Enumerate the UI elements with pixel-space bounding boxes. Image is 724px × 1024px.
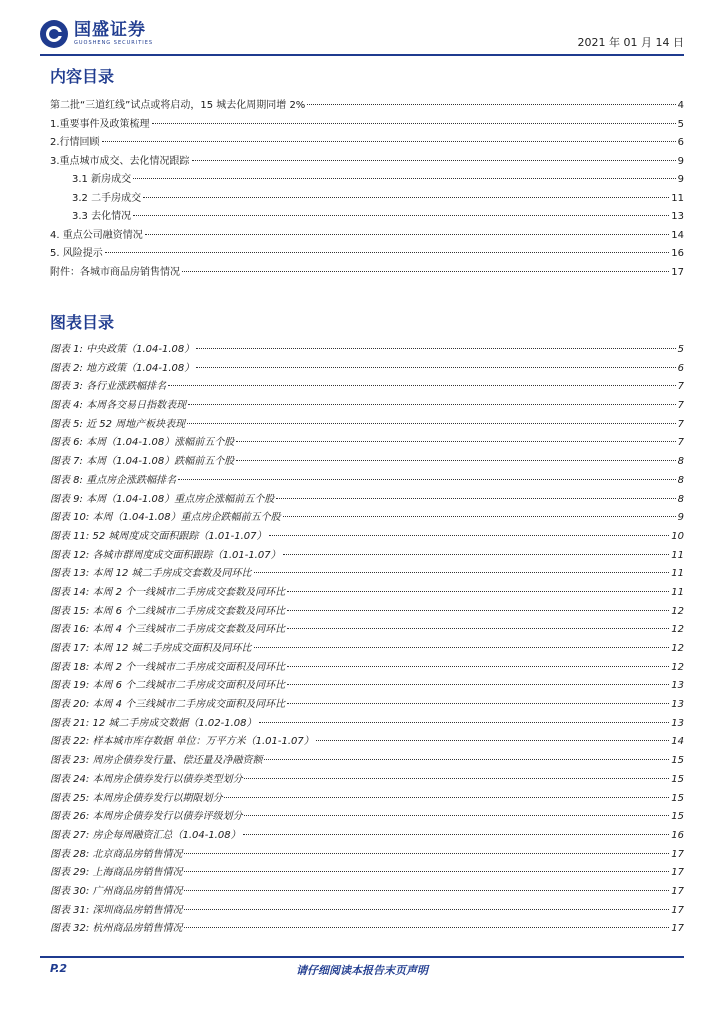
dot-leader bbox=[187, 423, 675, 424]
dot-leader bbox=[244, 778, 669, 779]
dot-leader bbox=[244, 815, 669, 816]
figure-entry-label: 图表 29: 上海商品房销售情况 bbox=[50, 867, 183, 879]
figure-entry-label: 图表 27: 房企每周融资汇总（1.04-1.08） bbox=[50, 829, 241, 841]
toc-entry-label: 3.重点城市成交、去化情况跟踪 bbox=[50, 155, 190, 167]
toc-entry-page: 16 bbox=[671, 248, 684, 259]
figure-entry-label: 图表 22: 样本城市库存数据 单位：万平方米（1.01-1.07） bbox=[50, 736, 314, 748]
figure-entry-label: 图表 31: 深圳商品房销售情况 bbox=[50, 904, 183, 916]
figure-entry-page: 15 bbox=[671, 773, 684, 785]
figure-entry-label: 图表 10: 本周（1.04-1.08）重点房企跌幅前五个股 bbox=[50, 512, 281, 524]
dot-leader bbox=[184, 853, 669, 854]
figure-entry[interactable] bbox=[50, 359, 684, 378]
figure-entry[interactable] bbox=[50, 452, 684, 471]
figure-entry-page: 16 bbox=[671, 829, 684, 841]
figure-entry-page: 14 bbox=[671, 736, 684, 748]
toc-entry-page: 4 bbox=[677, 100, 684, 111]
logo-name-cn: 国盛证券 bbox=[74, 20, 146, 40]
toc-title: 内容目录 bbox=[50, 67, 115, 86]
page-number: P.2 bbox=[50, 962, 68, 975]
toc-entry-page: 9 bbox=[677, 155, 684, 167]
dot-leader bbox=[316, 740, 669, 741]
dot-leader bbox=[184, 871, 669, 872]
figure-entry-label: 图表 2: 地方政策（1.04-1.08） bbox=[50, 362, 195, 374]
figure-entry-label: 图表 12: 各城市群周度成交面积跟踪（1.01-1.07） bbox=[50, 549, 281, 561]
dot-leader bbox=[276, 498, 675, 499]
figure-entry-page: 17 bbox=[671, 904, 684, 916]
dot-leader bbox=[224, 797, 669, 798]
figure-entry-page: 12 bbox=[671, 605, 684, 617]
figure-entry[interactable] bbox=[50, 751, 684, 770]
figure-entry-label: 图表 26: 本周房企债券发行以债券评级划分 bbox=[50, 811, 243, 823]
dot-leader bbox=[178, 479, 676, 480]
figure-entry-label: 图表 7: 本周（1.04-1.08）跌幅前五个股 bbox=[50, 456, 235, 468]
figure-entry-page: 7 bbox=[677, 381, 684, 393]
figure-entry-page: 9 bbox=[677, 512, 684, 524]
footer-divider bbox=[40, 956, 684, 958]
figure-entry-label: 图表 14: 本周 2 个一线城市二手房成交套数及同环比 bbox=[50, 586, 286, 598]
figure-entry-page: 17 bbox=[671, 885, 684, 897]
figure-entry-label: 图表 11: 52 城周度成交面积跟踪（1.01-1.07） bbox=[50, 530, 267, 542]
toc-entry-page: 11 bbox=[671, 192, 684, 204]
figure-entry[interactable] bbox=[50, 732, 684, 751]
dot-leader bbox=[259, 722, 670, 723]
dot-leader bbox=[283, 516, 676, 517]
toc-entry-label: 3.3 去化情况 bbox=[72, 211, 132, 222]
figure-entry-label: 图表 5: 近 52 周地产板块表现 bbox=[50, 418, 186, 430]
dot-leader bbox=[287, 703, 669, 704]
figure-entry-page: 11 bbox=[671, 568, 684, 580]
figure-entry-label: 图表 8: 重点房企涨跌幅排名 bbox=[50, 474, 177, 486]
figure-entry-page: 12 bbox=[671, 643, 684, 654]
figure-entry[interactable] bbox=[50, 770, 684, 789]
figure-entry-page: 7 bbox=[677, 418, 684, 430]
table-of-contents bbox=[50, 96, 684, 281]
figure-entry[interactable] bbox=[50, 620, 684, 639]
figure-entry-label: 图表 19: 本周 6 个二线城市二手房成交面积及同环比 bbox=[50, 680, 286, 692]
figure-entry-page: 12 bbox=[671, 624, 684, 636]
toc-entry-page: 5 bbox=[677, 118, 684, 130]
dot-leader bbox=[287, 610, 669, 611]
figure-entry-label: 图表 4: 本周各交易日指数表现 bbox=[50, 400, 187, 412]
dot-leader bbox=[182, 271, 669, 272]
figure-entry[interactable] bbox=[50, 863, 684, 882]
figure-entry[interactable] bbox=[50, 564, 684, 583]
figure-entry[interactable] bbox=[50, 340, 684, 359]
dot-leader bbox=[102, 141, 676, 142]
toc-entry-label: 1.重要事件及政策梳理 bbox=[50, 118, 150, 130]
figure-entry[interactable] bbox=[50, 658, 684, 677]
figure-entry-page: 12 bbox=[671, 661, 684, 673]
dot-leader bbox=[168, 385, 676, 386]
figure-entry-label: 图表 20: 本周 4 个三线城市二手房成交面积及同环比 bbox=[50, 699, 286, 711]
figure-entry-page: 7 bbox=[677, 400, 684, 412]
toc-entry-label: 第二批“三道红线”试点或将启动，15 城去化周期同增 2% bbox=[50, 100, 306, 111]
figure-entry-label: 图表 23: 周房企债券发行量、偿还量及净融资额 bbox=[50, 755, 263, 767]
figure-entry-page: 13 bbox=[671, 699, 684, 711]
dot-leader bbox=[287, 684, 669, 685]
figure-entry-page: 6 bbox=[677, 362, 684, 374]
toc-entry-label: 3.2 二手房成交 bbox=[72, 192, 142, 204]
figure-entry-label: 图表 16: 本周 4 个三线城市二手房成交套数及同环比 bbox=[50, 624, 286, 636]
toc-entry[interactable] bbox=[50, 152, 684, 171]
figure-entry-label: 图表 32: 杭州商品房销售情况 bbox=[50, 923, 183, 935]
figure-entry-page: 17 bbox=[671, 867, 684, 879]
toc-entry[interactable] bbox=[50, 263, 684, 282]
figure-entry[interactable] bbox=[50, 901, 684, 920]
figure-entry-page: 8 bbox=[677, 493, 684, 505]
toc-entry-label: 2.行情回顾 bbox=[50, 137, 100, 148]
toc-entry-label: 4. 重点公司融资情况 bbox=[50, 229, 143, 241]
dot-leader bbox=[236, 441, 675, 442]
figure-entry-page: 11 bbox=[671, 586, 684, 598]
figure-entry-page: 15 bbox=[671, 792, 684, 804]
figure-entry-page: 10 bbox=[671, 530, 684, 542]
dot-leader bbox=[307, 104, 675, 105]
dot-leader bbox=[133, 215, 669, 216]
figure-entry[interactable] bbox=[50, 789, 684, 808]
dot-leader bbox=[254, 572, 670, 573]
figure-entry[interactable] bbox=[50, 882, 684, 901]
figure-entry-label: 图表 9: 本周（1.04-1.08）重点房企涨幅前五个股 bbox=[50, 493, 275, 505]
figure-entry-page: 17 bbox=[671, 923, 684, 935]
toc-entry[interactable] bbox=[50, 244, 684, 263]
toc-entry[interactable] bbox=[50, 115, 684, 134]
figure-entry[interactable] bbox=[50, 602, 684, 621]
figure-entry[interactable] bbox=[50, 845, 684, 864]
logo-name-en: GUOSHENG SECURITIES bbox=[74, 40, 154, 46]
figure-entry-label: 图表 24: 本周房企债券发行以债券类型划分 bbox=[50, 773, 243, 785]
figure-entry-label: 图表 28: 北京商品房销售情况 bbox=[50, 848, 183, 860]
figure-entry[interactable] bbox=[50, 377, 684, 396]
figure-list-title: 图表目录 bbox=[50, 313, 115, 332]
toc-entry-label: 3.1 新房成交 bbox=[72, 174, 132, 185]
figure-entry-page: 5 bbox=[677, 344, 684, 355]
figure-entry-page: 7 bbox=[677, 437, 684, 449]
figure-entry[interactable] bbox=[50, 807, 684, 826]
toc-entry[interactable] bbox=[50, 170, 684, 189]
figure-entry-label: 图表 3: 各行业涨跌幅排名 bbox=[50, 381, 167, 393]
figure-entry-label: 图表 18: 本周 2 个一线城市二手房成交面积及同环比 bbox=[50, 661, 286, 673]
toc-entry-label: 附件：各城市商品房销售情况 bbox=[50, 266, 180, 278]
toc-entry-page: 17 bbox=[671, 266, 684, 278]
toc-entry[interactable] bbox=[50, 226, 684, 245]
figure-entry[interactable] bbox=[50, 826, 684, 845]
figure-entry[interactable] bbox=[50, 546, 684, 565]
figure-entry[interactable] bbox=[50, 695, 684, 714]
dot-leader bbox=[184, 927, 669, 928]
dot-leader bbox=[287, 591, 669, 592]
figure-list bbox=[50, 340, 684, 938]
dot-leader bbox=[254, 647, 670, 648]
figure-entry[interactable] bbox=[50, 508, 684, 527]
dot-leader bbox=[145, 234, 670, 235]
figure-entry[interactable] bbox=[50, 676, 684, 695]
dot-leader bbox=[283, 554, 670, 555]
dot-leader bbox=[184, 909, 669, 910]
dot-leader bbox=[287, 666, 669, 667]
figure-entry[interactable] bbox=[50, 527, 684, 546]
figure-entry-page: 8 bbox=[677, 474, 684, 486]
figure-entry-page: 15 bbox=[671, 755, 684, 767]
toc-entry-page: 14 bbox=[671, 229, 684, 241]
figure-entry[interactable] bbox=[50, 415, 684, 434]
dot-leader bbox=[152, 123, 676, 124]
dot-leader bbox=[192, 160, 676, 161]
toc-entry[interactable] bbox=[50, 207, 684, 226]
figure-entry-label: 图表 13: 本周 12 城二手房成交套数及同环比 bbox=[50, 568, 252, 580]
figure-entry[interactable] bbox=[50, 471, 684, 490]
toc-entry-page: 6 bbox=[677, 137, 684, 148]
dot-leader bbox=[287, 628, 669, 629]
figure-entry-label: 图表 6: 本周（1.04-1.08）涨幅前五个股 bbox=[50, 437, 235, 449]
figure-entry-label: 图表 25: 本周房企债券发行以期限划分 bbox=[50, 792, 223, 804]
dot-leader bbox=[243, 834, 670, 835]
page-header bbox=[40, 20, 684, 56]
toc-entry-label: 5. 风险提示 bbox=[50, 248, 103, 259]
figure-entry-label: 图表 17: 本周 12 城二手房成交面积及同环比 bbox=[50, 643, 252, 654]
dot-leader bbox=[105, 252, 670, 253]
figure-entry-page: 13 bbox=[671, 680, 684, 692]
toc-entry-page: 13 bbox=[671, 211, 684, 222]
figure-entry-label: 图表 30: 广州商品房销售情况 bbox=[50, 885, 183, 897]
figure-entry[interactable] bbox=[50, 396, 684, 415]
figure-entry[interactable] bbox=[50, 583, 684, 602]
dot-leader bbox=[184, 890, 669, 891]
figure-entry-page: 17 bbox=[671, 848, 684, 860]
dot-leader bbox=[264, 759, 669, 760]
logo-icon bbox=[40, 20, 68, 48]
figure-entry[interactable] bbox=[50, 490, 684, 509]
company-logo bbox=[40, 20, 153, 48]
figure-entry-page: 13 bbox=[671, 717, 684, 729]
toc-entry[interactable] bbox=[50, 189, 684, 208]
figure-entry-page: 11 bbox=[671, 549, 684, 561]
report-date: 2021 年 01 月 14 日 bbox=[577, 36, 684, 49]
figure-entry-label: 图表 1: 中央政策（1.04-1.08） bbox=[50, 344, 195, 355]
figure-entry[interactable] bbox=[50, 433, 684, 452]
disclaimer-notice: 请仔细阅读本报告末页声明 bbox=[296, 964, 428, 977]
figure-entry[interactable] bbox=[50, 639, 684, 658]
figure-entry-page: 8 bbox=[677, 456, 684, 468]
header-divider bbox=[40, 54, 684, 56]
dot-leader bbox=[269, 535, 670, 536]
dot-leader bbox=[196, 348, 675, 349]
toc-entry-page: 9 bbox=[677, 174, 684, 185]
figure-entry-label: 图表 15: 本周 6 个二线城市二手房成交套数及同环比 bbox=[50, 605, 286, 617]
toc-entry[interactable] bbox=[50, 96, 684, 115]
dot-leader bbox=[133, 178, 676, 179]
figure-entry-label: 图表 21: 12 城二手房成交数据（1.02-1.08） bbox=[50, 717, 257, 729]
dot-leader bbox=[236, 460, 675, 461]
dot-leader bbox=[188, 404, 676, 405]
toc-entry[interactable] bbox=[50, 133, 684, 152]
figure-entry[interactable] bbox=[50, 714, 684, 733]
dot-leader bbox=[196, 367, 675, 368]
dot-leader bbox=[143, 197, 669, 198]
figure-entry[interactable] bbox=[50, 919, 684, 938]
figure-entry-page: 15 bbox=[671, 811, 684, 823]
